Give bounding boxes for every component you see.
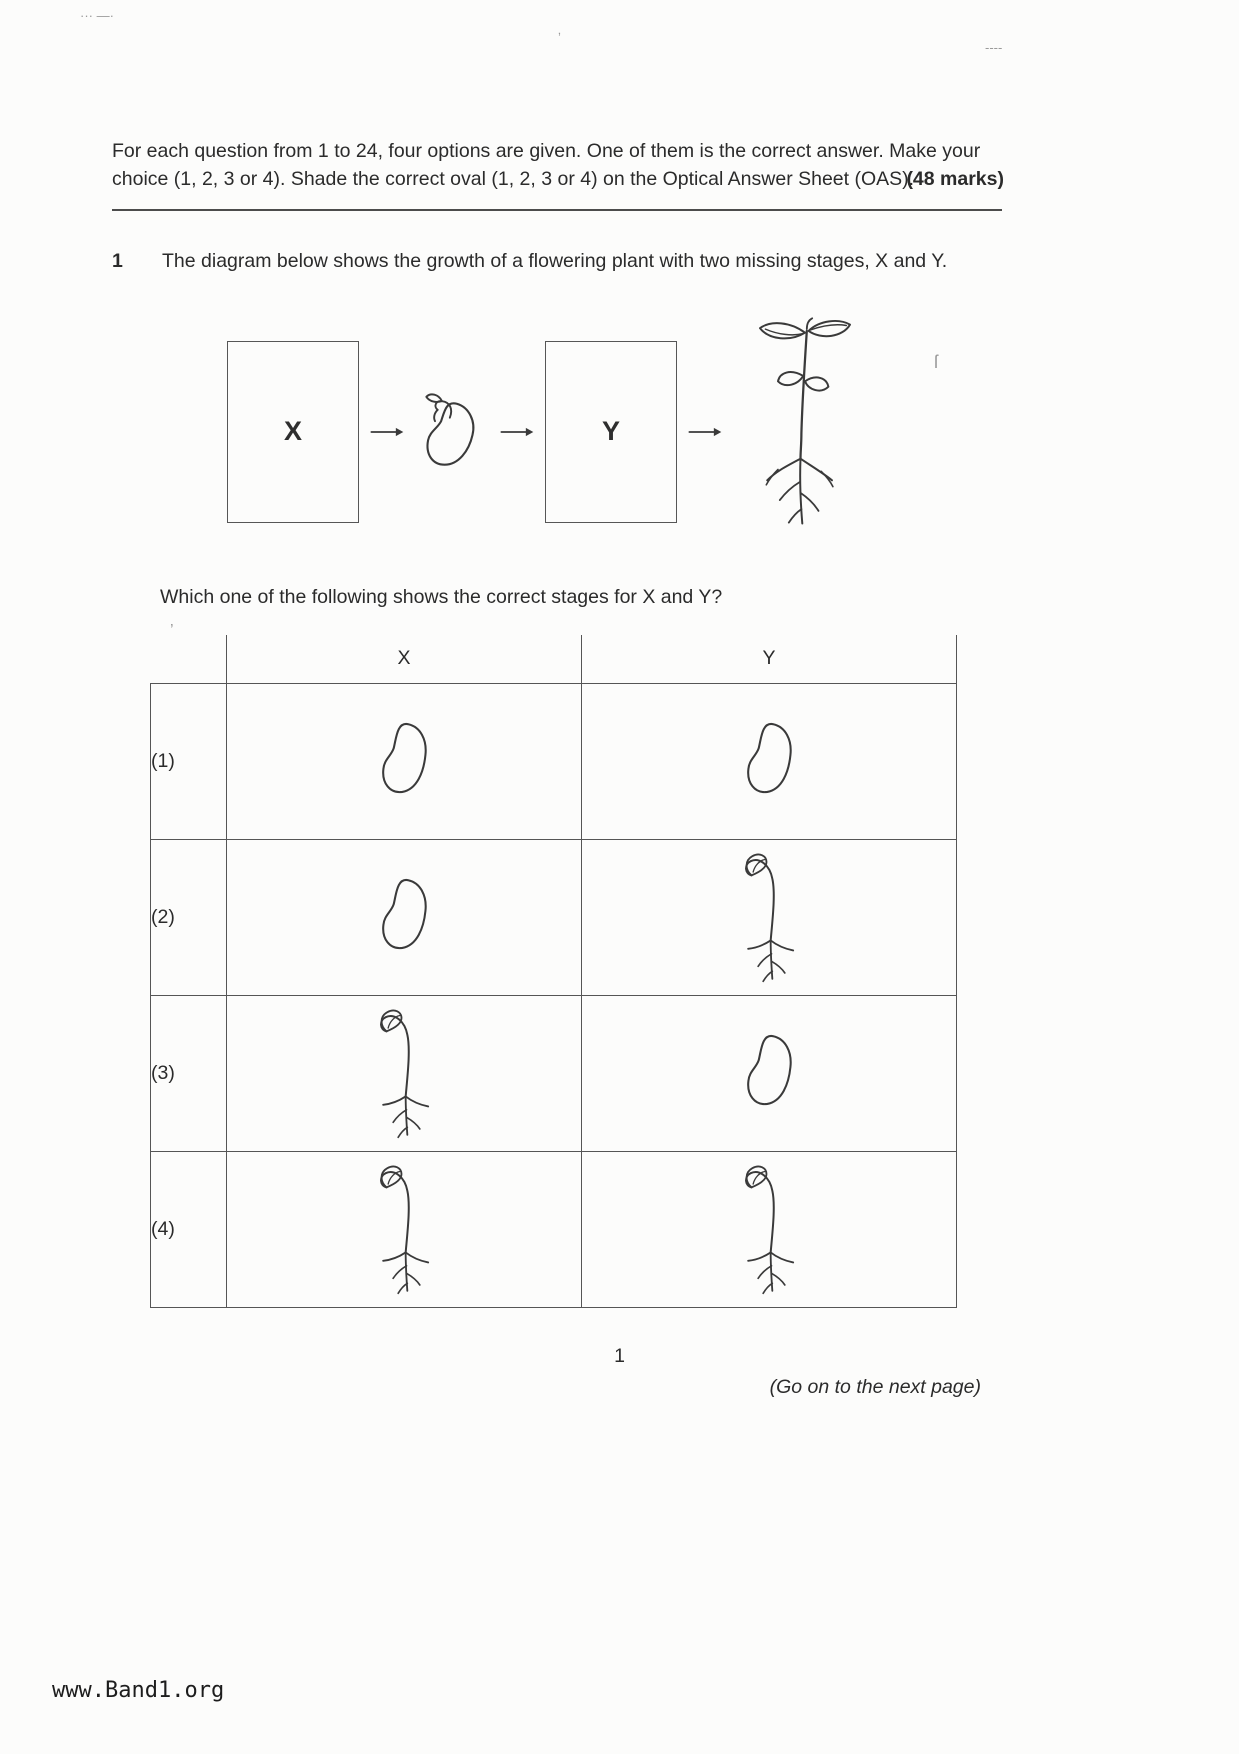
stage-box-y [545,341,677,523]
column-header-x: X [227,635,582,684]
seed-icon [227,839,582,995]
question-prompt: Which one of the following shows the correct stages for X and Y? [160,585,723,608]
options-table [150,635,957,1308]
stage-box-x [227,341,359,523]
stage-y-label: Y [601,416,620,447]
option-label: (4) [151,1151,227,1307]
watermark-url: www.Band1.org [52,1678,225,1703]
seed-icon [582,995,957,1151]
options-table-header [151,635,957,684]
option-label: (2) [151,839,227,995]
options-table-body [151,683,957,1307]
divider-line [112,209,1002,211]
seedling-icon [227,1151,582,1307]
scan-artifact: ’ [170,622,174,639]
page-number: 1 [614,1345,625,1367]
instructions-block [112,138,1002,193]
next-page-note: (Go on to the next page) [769,1376,981,1398]
question-1 [112,247,1124,275]
seedling-icon [582,1151,957,1307]
option-label: (1) [151,683,227,839]
option-row [151,839,957,995]
arrow-icon [370,423,404,441]
scan-artifact: ---- [985,40,1003,55]
marks-label: (48 marks) [906,167,1004,190]
option-row [151,1151,957,1307]
column-header-y: Y [582,635,957,684]
question-number: 1 [112,250,123,273]
arrow-icon [500,423,534,441]
corner-cell [151,635,227,684]
option-row [151,683,957,839]
option-row [151,995,957,1151]
option-label: (3) [151,995,227,1151]
scan-artifact: ſ [934,352,938,372]
stage-x-label: X [283,416,302,447]
young-plant-icon [733,315,868,548]
instructions-text: For each question from 1 to 24, four options are given. One of them is the correct answer. Make your choice (1, 2, 3 or 4). Shade the correct oval (1, 2, 3 or 4) on the Optical Answer Sheet (OAS). [112,140,981,190]
question-text: The diagram below shows the growth of a flowering plant with two missing stages, X and Y. [162,250,948,273]
seed-icon [582,683,957,839]
growth-diagram [227,312,1124,552]
seed-icon [227,683,582,839]
seedling-icon [582,839,957,995]
germinating-seed-icon [415,384,489,479]
scan-artifact: ··· —· [80,8,114,23]
seedling-icon [227,995,582,1151]
arrow-icon [688,423,722,441]
scan-artifact: ‚ [558,22,561,37]
